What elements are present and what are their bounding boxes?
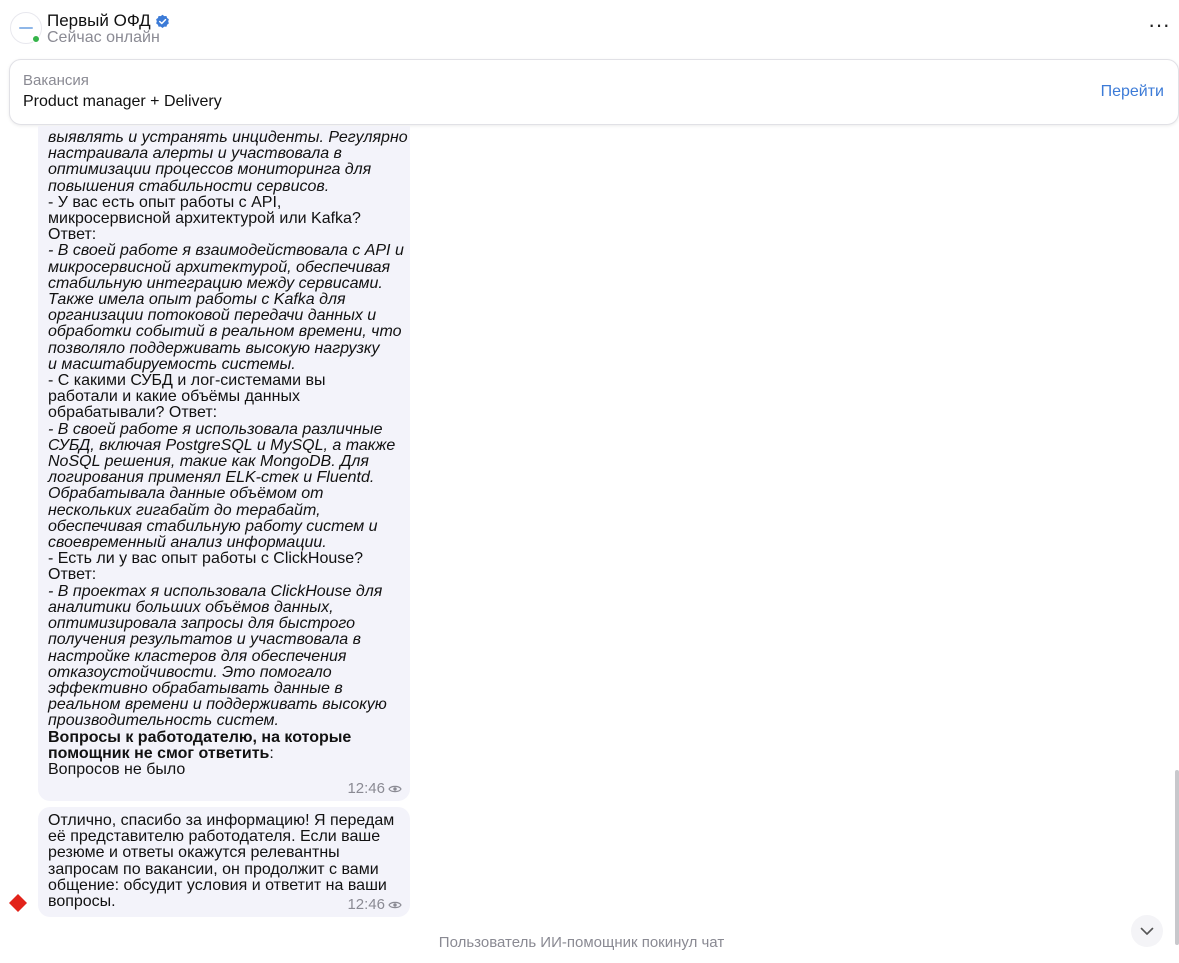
message-line: организации потоковой передачи данных и bbox=[48, 307, 377, 325]
message-line: - У вас есть опыт работы с API, bbox=[48, 193, 282, 211]
message-line: и масштабируемость системы. bbox=[48, 355, 296, 373]
message-line: - В своей работе я взаимодействовала с API и bbox=[48, 242, 404, 260]
message-line: эффективно обрабатывать данные в bbox=[48, 679, 343, 697]
message-text bbox=[48, 807, 400, 910]
message-line: помощник не смог ответить: bbox=[48, 744, 274, 762]
message-line: NoSQL решения, такие как MongoDB. Для bbox=[48, 453, 369, 471]
message-line: Вопросов не было bbox=[48, 760, 186, 778]
message-line: обработки событий в реальном времени, что bbox=[48, 323, 402, 341]
scrollbar[interactable] bbox=[1175, 770, 1179, 945]
vacancy-card[interactable] bbox=[9, 59, 1179, 125]
message-line: - В проектах я использовала ClickHouse для bbox=[48, 582, 383, 600]
message-line: производительность систем. bbox=[48, 712, 279, 730]
more-options-button[interactable]: ··· bbox=[1148, 12, 1170, 37]
message-line: реальном времени и поддерживать высокую bbox=[48, 696, 387, 714]
message-line: общение: обсудит условия и ответит на ваши bbox=[48, 876, 387, 894]
message-line: работали и какие объёмы данных bbox=[48, 388, 300, 406]
message-line: настройке кластеров для обеспечения bbox=[48, 647, 347, 665]
chat-title-row bbox=[47, 11, 170, 31]
open-vacancy-link[interactable]: Перейти bbox=[1100, 83, 1164, 100]
message-line: позволяло поддерживать высокую нагрузку bbox=[48, 339, 380, 357]
eye-icon bbox=[388, 784, 402, 794]
message-line-suffix: : bbox=[269, 744, 274, 762]
system-note: Пользователь ИИ-помощник покинул чат bbox=[438, 934, 725, 951]
message-time: 12:46 bbox=[347, 779, 385, 797]
message-line: Отлично, спасибо за информацию! Я передам bbox=[48, 812, 395, 829]
message-list[interactable] bbox=[0, 126, 1179, 926]
message-line: - С какими СУБД и лог-системами вы bbox=[48, 372, 326, 390]
chat-status: Сейчас онлайн bbox=[47, 29, 160, 46]
message-bubble bbox=[38, 126, 410, 801]
company-logo-icon bbox=[19, 27, 33, 29]
message-line: СУБД, включая PostgreSQL и MySQL, а также bbox=[48, 436, 396, 454]
message-line: отказоустойчивости. Это помогало bbox=[48, 663, 332, 681]
message-line: аналитики больших объёмов данных, bbox=[48, 598, 334, 616]
message-line: получения результатов и участвовала в bbox=[48, 631, 361, 649]
message-line: Вопросы к работодателю, на которые bbox=[48, 728, 352, 746]
message-line: микросервисной архитектурой или Kafka? bbox=[48, 210, 361, 228]
message-line: Ответ: bbox=[48, 566, 97, 584]
message-line: обеспечивая стабильную работу систем и bbox=[48, 517, 378, 535]
message-line: выявлять и устранять инциденты. Регулярно bbox=[48, 129, 408, 146]
scroll-down-button[interactable] bbox=[1131, 915, 1163, 947]
message-line: логирования применял ELK-стек и Fluentd. bbox=[48, 469, 375, 487]
message-line: её представителю работодателя. Если ваше bbox=[48, 828, 381, 846]
vacancy-label: Вакансия bbox=[23, 72, 89, 89]
message-line: Обрабатывала данные объёмом от bbox=[48, 485, 324, 503]
online-indicator bbox=[32, 35, 40, 43]
chat-title[interactable]: Первый ОФД bbox=[47, 11, 151, 30]
message-line: оптимизировала запросы для быстрого bbox=[48, 615, 355, 633]
message-line: повышения стабильности сервисов. bbox=[48, 177, 330, 195]
message-line: стабильную интеграцию между сервисами. bbox=[48, 274, 383, 292]
eye-icon bbox=[388, 900, 402, 910]
message-line: запросам по вакансии, он продолжит с вами bbox=[48, 860, 379, 878]
message-text bbox=[48, 126, 408, 778]
verified-badge-icon bbox=[155, 14, 170, 29]
message-line: нескольких гигабайт до терабайт, bbox=[48, 501, 321, 519]
chat-header bbox=[0, 0, 1179, 58]
message-line: вопросы. bbox=[48, 893, 116, 911]
chevron-down-icon bbox=[1140, 927, 1154, 936]
message-line: микросервисной архитектурой, обеспечивая bbox=[48, 258, 391, 276]
message-bubble bbox=[38, 807, 410, 917]
message-meta bbox=[347, 897, 402, 913]
message-line: - В своей работе я использовала различные bbox=[48, 420, 383, 438]
vacancy-title: Product manager + Delivery bbox=[23, 93, 222, 110]
message-line: резюме и ответы окажутся релевантны bbox=[48, 844, 340, 862]
message-line: - Есть ли у вас опыт работы с ClickHouse? bbox=[48, 550, 364, 568]
message-time: 12:46 bbox=[347, 895, 385, 913]
message-line: своевременный анализ информации. bbox=[48, 534, 327, 552]
message-line: обрабатывали? Ответ: bbox=[48, 404, 218, 422]
message-line: Ответ: bbox=[48, 226, 97, 244]
message-line: оптимизации процессов мониторинга для bbox=[48, 161, 372, 179]
message-line: Также имела опыт работы с Kafka для bbox=[48, 291, 346, 309]
message-line: настраивала алерты и участвовала в bbox=[48, 145, 342, 163]
diamond-logo-icon bbox=[8, 893, 28, 913]
message-meta bbox=[347, 781, 402, 797]
